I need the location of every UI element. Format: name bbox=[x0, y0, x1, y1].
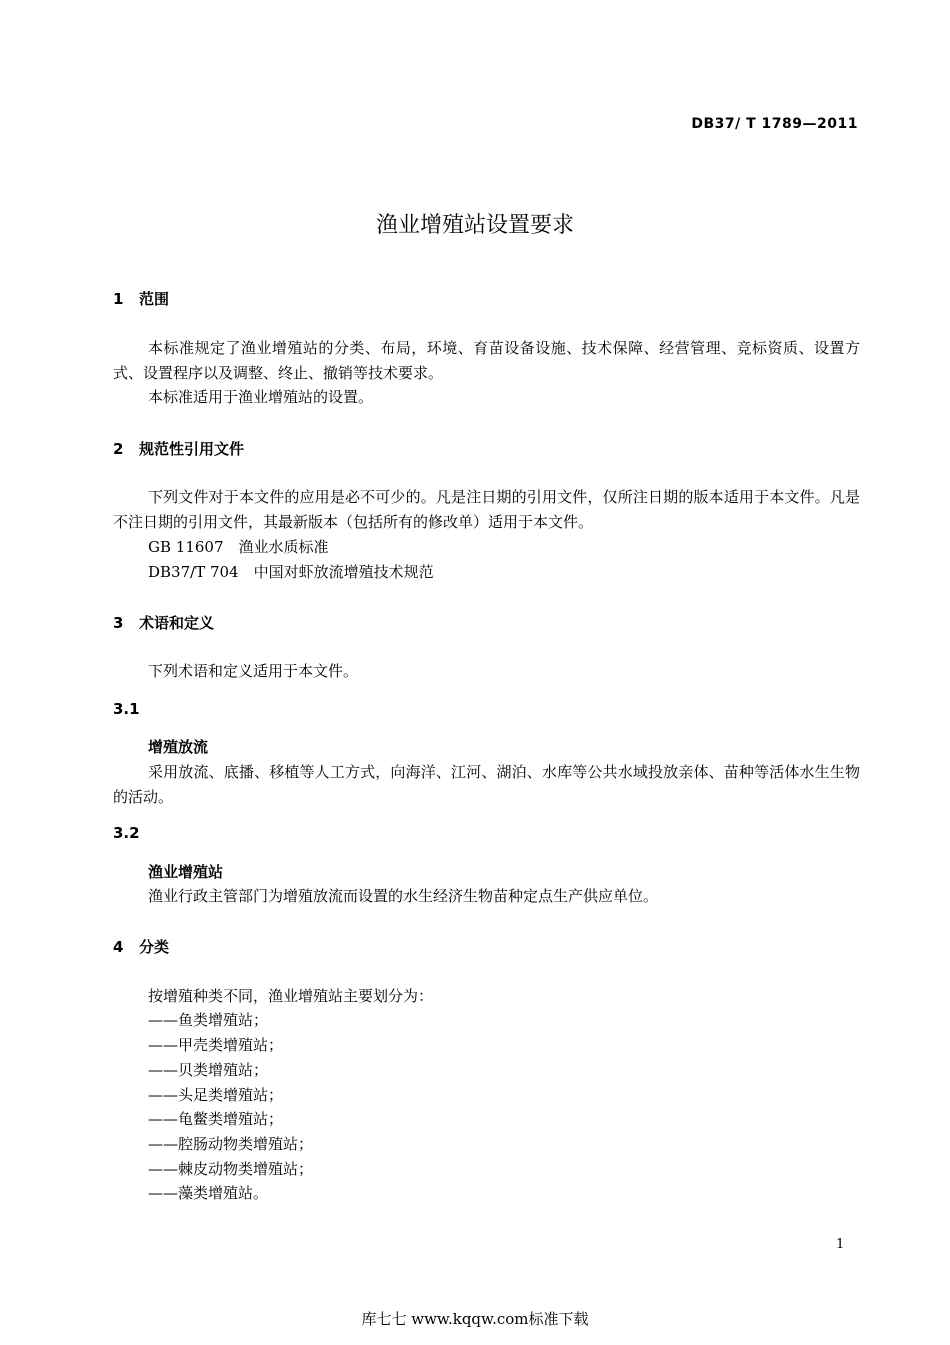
term-3-1: 增殖放流 bbox=[148, 738, 209, 756]
list-item: ——甲壳类增殖站； bbox=[148, 1036, 284, 1054]
section-number: 3 bbox=[113, 614, 124, 632]
list-item: ——腔肠动物类增殖站； bbox=[148, 1135, 314, 1153]
section-1-paragraph-1: 本标准规定了渔业增殖站的分类、布局，环境、育苗设备设施、技术保障、经营管理、竞标资质、设置方式、设置程序以及调整、终止、撤销等技术要求。 bbox=[113, 339, 860, 382]
section-title: 范围 bbox=[139, 290, 170, 308]
section-number: 4 bbox=[113, 938, 124, 956]
normative-reference-2: DB37/T 704 中国对虾放流增殖技术规范 bbox=[148, 563, 434, 581]
document-title: 渔业增殖站设置要求 bbox=[375, 213, 574, 238]
list-item: ——头足类增殖站； bbox=[148, 1086, 284, 1104]
list-item: ——鱼类增殖站； bbox=[148, 1011, 269, 1029]
clause-3-1-number: 3.1 bbox=[113, 700, 140, 718]
section-title: 规范性引用文件 bbox=[139, 440, 245, 458]
standard-code: DB37/ T 1789—2011 bbox=[691, 116, 858, 132]
section-2-heading bbox=[113, 438, 244, 459]
section-number: 2 bbox=[113, 440, 124, 458]
normative-reference-1: GB 11607 渔业水质标准 bbox=[148, 538, 329, 556]
section-4-intro: 按增殖种类不同，渔业增殖站主要划分为： bbox=[148, 987, 434, 1005]
definition-3-1: 采用放流、底播、移植等人工方式，向海洋、江河、湖泊、水库等公共水域投放亲体、苗种等活体水生生物的活动。 bbox=[113, 763, 860, 806]
section-3-heading bbox=[113, 612, 214, 633]
section-2-paragraph-1: 下列文件对于本文件的应用是必不可少的。凡是注日期的引用文件，仅所注日期的版本适用于本文件。凡是不注日期的引用文件，其最新版本（包括所有的修改单）适用于本文件。 bbox=[113, 488, 860, 531]
section-1-heading bbox=[113, 288, 169, 309]
section-number: 1 bbox=[113, 290, 124, 308]
list-item: ——龟鳖类增殖站； bbox=[148, 1110, 284, 1128]
term-3-2: 渔业增殖站 bbox=[148, 863, 224, 881]
list-item: ——贝类增殖站； bbox=[148, 1061, 269, 1079]
section-title: 术语和定义 bbox=[139, 614, 215, 632]
page-number: 1 bbox=[836, 1237, 845, 1252]
clause-3-2-number: 3.2 bbox=[113, 824, 140, 842]
section-4-heading bbox=[113, 936, 169, 957]
list-item: ——藻类增殖站。 bbox=[148, 1184, 269, 1202]
list-item: ——棘皮动物类增殖站； bbox=[148, 1160, 314, 1178]
section-title: 分类 bbox=[139, 938, 170, 956]
section-3-paragraph-1: 下列术语和定义适用于本文件。 bbox=[148, 662, 359, 680]
definition-3-2: 渔业行政主管部门为增殖放流而设置的水生经济生物苗种定点生产供应单位。 bbox=[148, 887, 659, 905]
section-1-paragraph-2: 本标准适用于渔业增殖站的设置。 bbox=[148, 388, 374, 406]
footer-watermark-link[interactable]: 库七七 www.kqqw.com标准下载 bbox=[361, 1310, 589, 1328]
